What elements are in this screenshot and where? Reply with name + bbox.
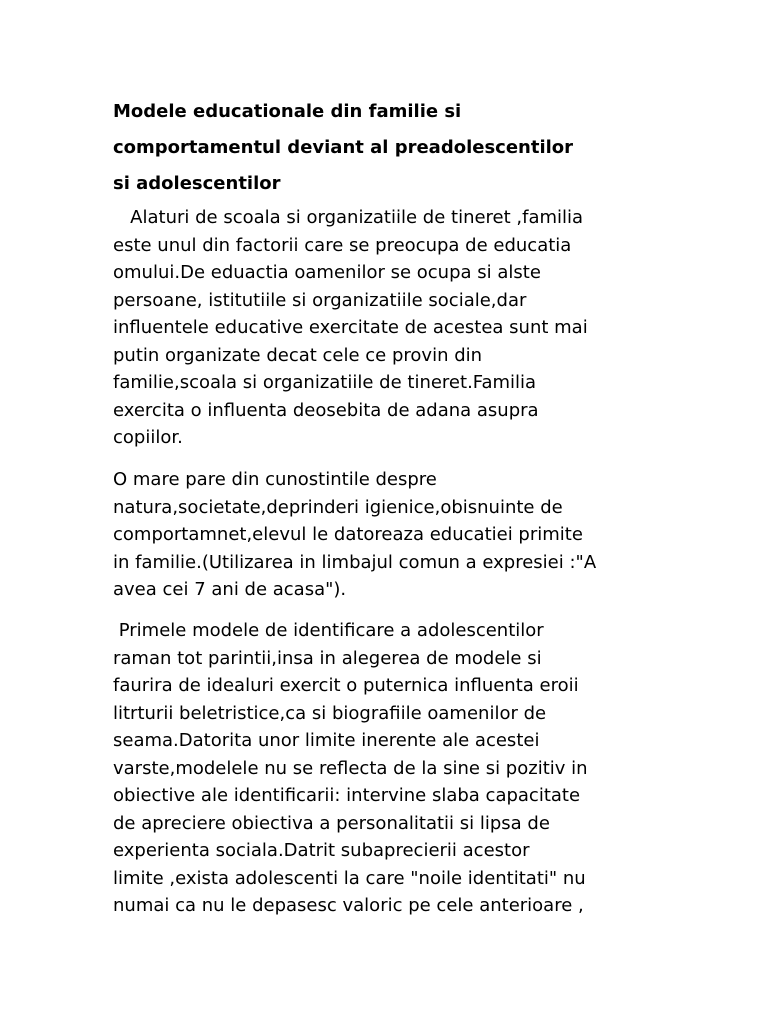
paragraph-line: experienta sociala.Datrit subaprecierii acestor [113,840,530,861]
paragraph-line: in familie.(Utilizarea in limbajul comun a expresiei :"A [113,551,597,573]
paragraph-line: omului.De eduactia oamenilor se ocupa si alste [113,262,541,283]
paragraph-2 [113,466,673,604]
paragraph-line: avea cei 7 ani de acasa"). [113,579,347,600]
paragraph-line: putin organizate decat cele ce provin din [113,344,483,366]
paragraph-line: raman tot parintii,insa in alegerea de modele si [113,647,542,669]
paragraph-line: Alaturi de scoala si organizatiile de tineret ,familia [113,207,584,228]
paragraph-1 [113,204,673,452]
paragraph-line: persoane, istitutiile si organizatiile sociale,dar [113,289,527,311]
paragraph-line: varste,modelele nu se reflecta de la sine si pozitiv in [113,757,588,779]
paragraph-line: influentele educative exercitate de acestea sunt mai [113,317,588,338]
title-line: comportamentul deviant al preadolescentilor [113,137,574,158]
paragraph-line: limite ,exista adolescenti la care "noile identitati" nu [113,867,586,889]
paragraph-line: copiilor. [113,427,183,448]
paragraph-line: comportamnet,elevul le datoreaza educatiei primite [113,524,583,545]
title-line: si adolescentilor [113,173,281,194]
paragraph-line: de apreciere obiectiva a personalitatii si lipsa de [113,812,550,834]
paragraph-line: familie,scoala si organizatiile de tineret.Familia [113,372,537,393]
paragraph-line: Primele modele de identificare a adolescentilor [113,620,544,641]
paragraph-line: faurira de idealuri exercit o puternica influenta eroii [113,675,579,696]
title-line: Modele educationale din familie si [113,101,462,122]
paragraph-line: O mare pare din cunostintile despre [113,469,437,490]
paragraph-line: natura,societate,deprinderi igienice,obisnuinte de [113,496,563,518]
paragraph-line: seama.Datorita unor limite inerente ale acestei [113,730,540,751]
paragraph-3 [113,617,673,920]
paragraph-line: este unul din factorii care se preocupa de educatia [113,234,572,256]
paragraph-line: obiective ale identificarii: intervine slaba capacitate [113,785,581,806]
document-title [113,94,673,202]
paragraph-line: numai ca nu le depasesc valoric pe cele anterioare , [113,895,584,916]
paragraph-line: litrturii beletristice,ca si biografiile oamenilor de [113,702,547,724]
paragraph-line: exercita o influenta deosebita de adana asupra [113,399,539,421]
